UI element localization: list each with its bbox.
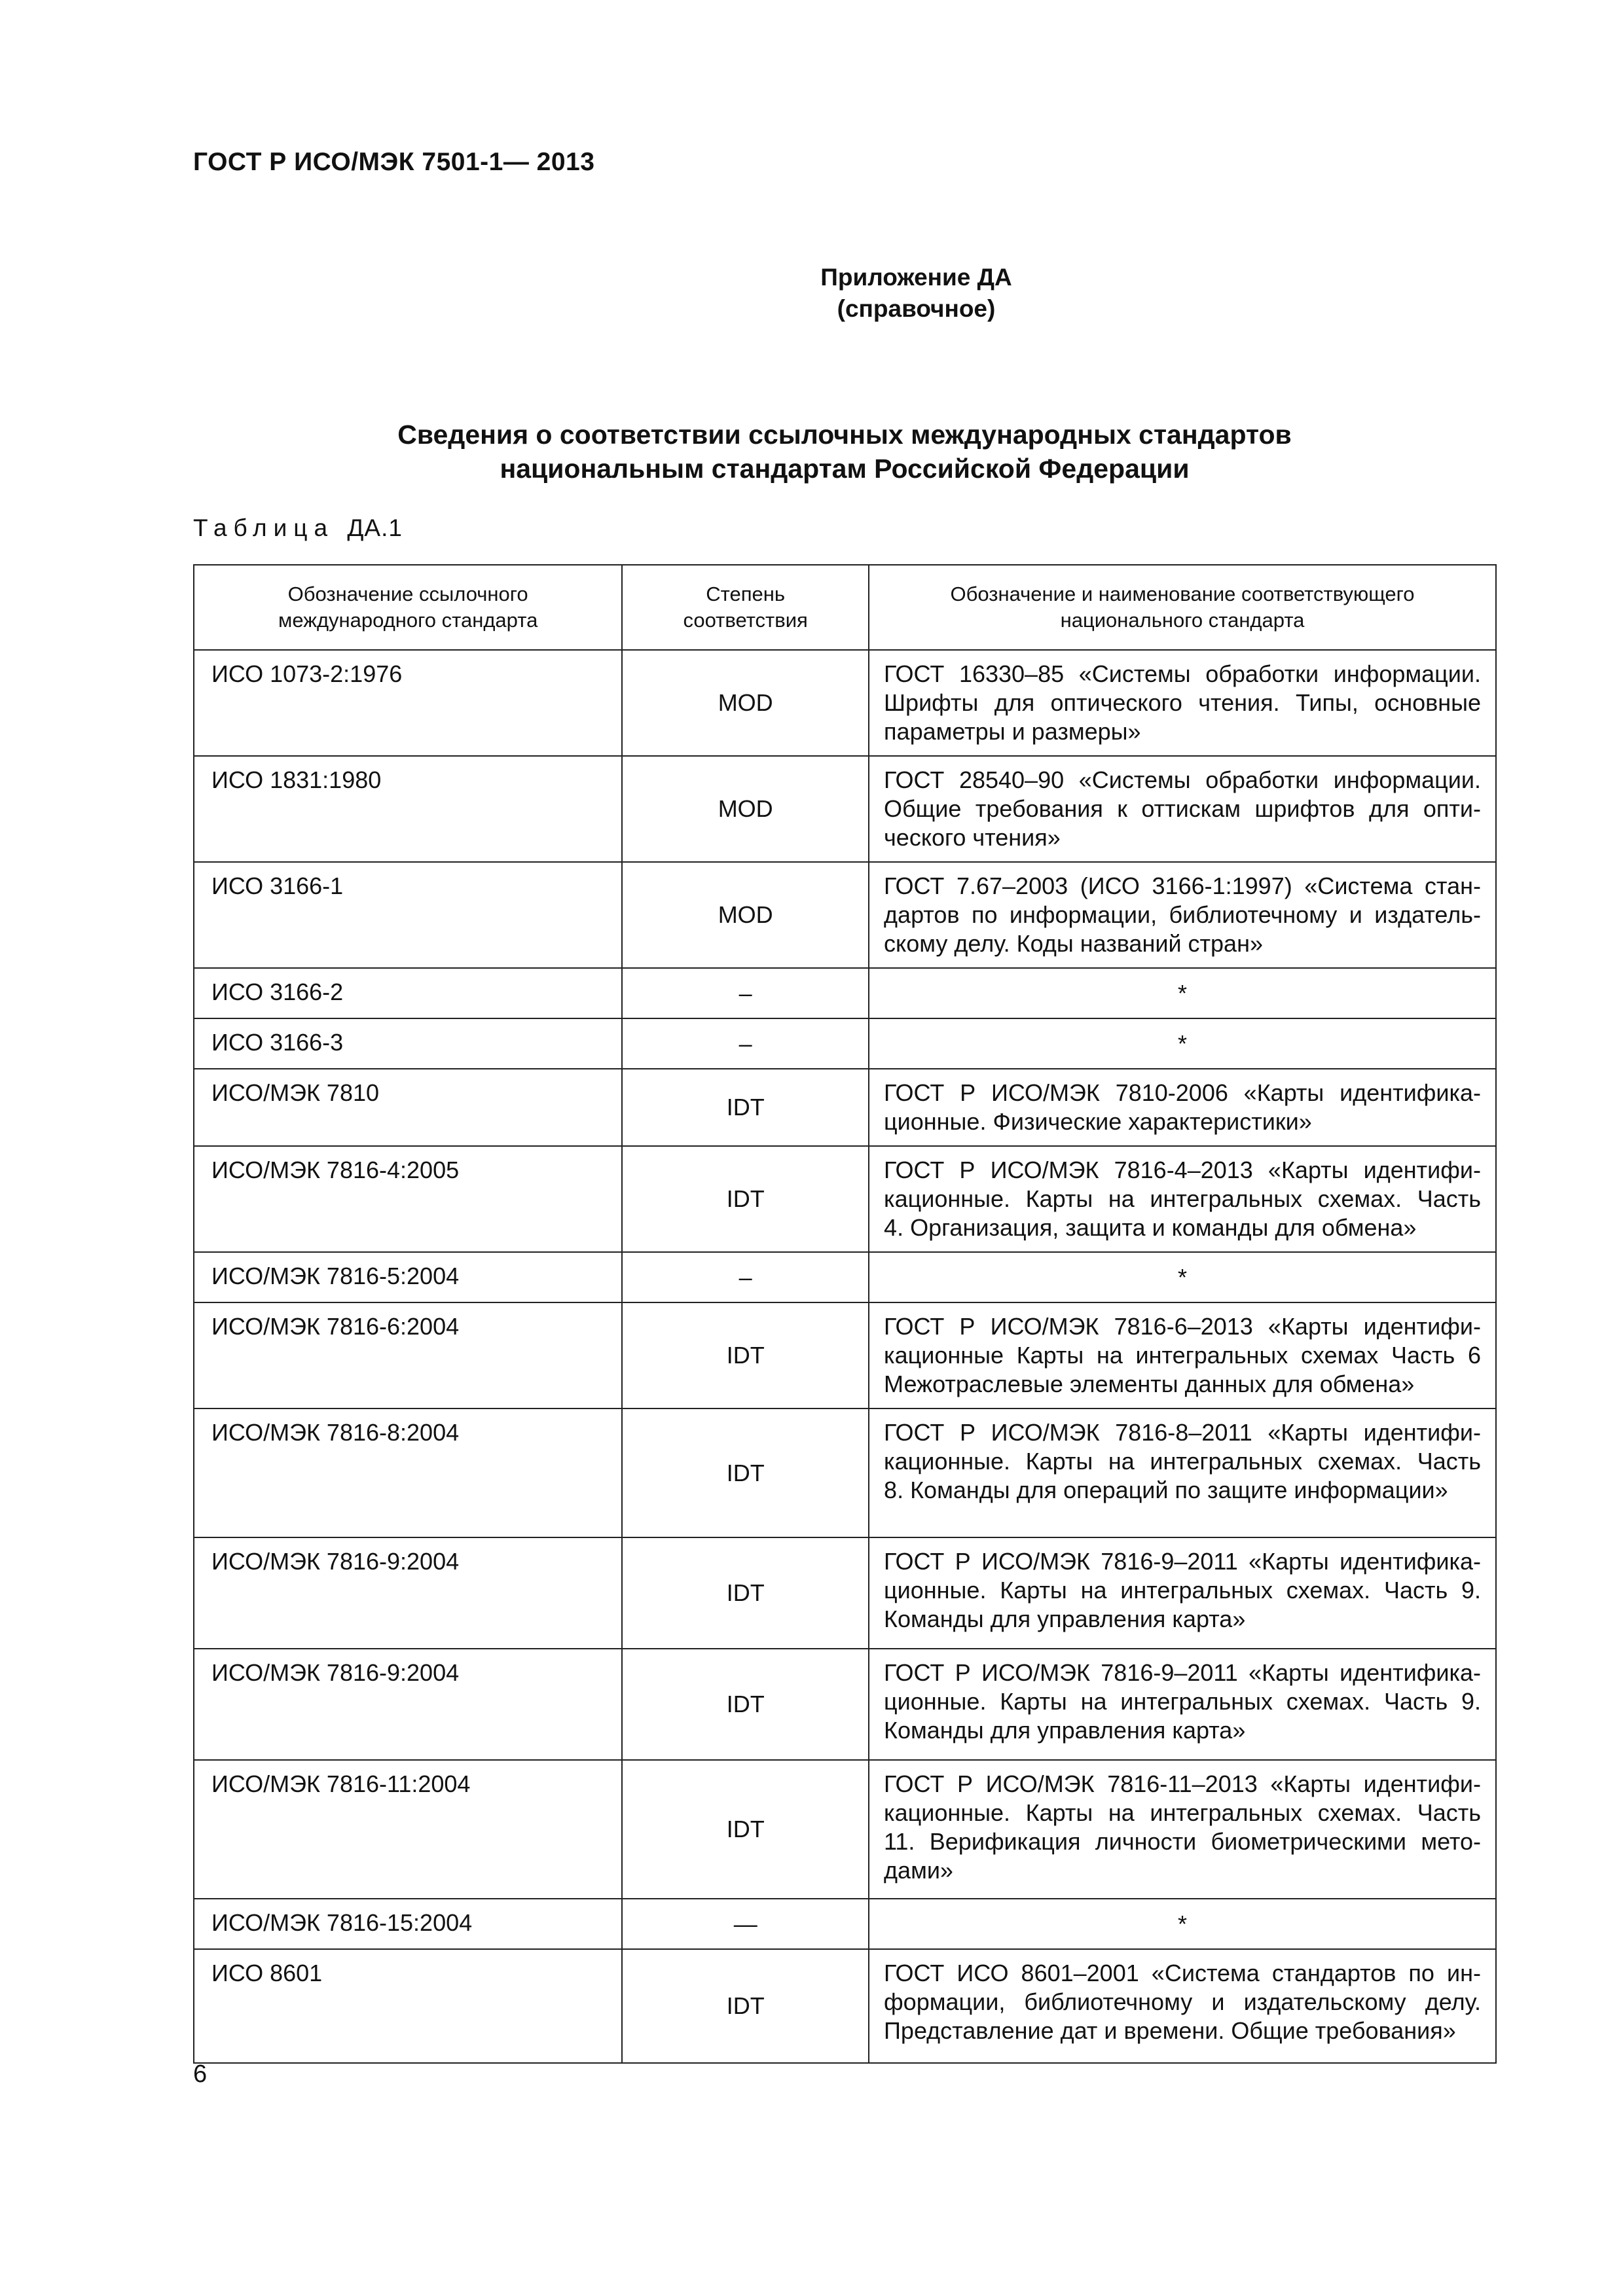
table-caption-word: Таблица <box>193 514 335 541</box>
degree-cell: MOD <box>622 650 869 756</box>
degree-cell: IDT <box>622 1302 869 1408</box>
appendix-title: Приложение ДА <box>820 264 1012 291</box>
national-standard-cell <box>869 1537 1496 1649</box>
national-standard-line: ГОСТ 7.67–2003 (ИСО 3166-1:1997) «Система стан- <box>884 872 1481 899</box>
national-standard-line: кационные. Карты на интегральных схемах. Часть <box>884 1799 1481 1826</box>
national-standard-line: Команды для управления карта» <box>884 1605 1246 1632</box>
national-standard-line: 4. Организация, защита и команды для обмена» <box>884 1214 1417 1241</box>
reference-standard-cell: ИСО 8601 <box>194 1949 622 2063</box>
national-standard-line: 11. Верификация личности биометрическими мето- <box>884 1828 1481 1855</box>
national-standard-line: формации, библиотечному и издательскому делу. <box>884 1988 1481 2015</box>
table-caption <box>193 514 403 542</box>
degree-cell: – <box>622 1018 869 1069</box>
section-title <box>193 418 1496 486</box>
national-standard-cell <box>869 968 1496 1018</box>
degree-cell: IDT <box>622 1649 869 1760</box>
page-number: 6 <box>193 2060 208 2088</box>
reference-standard-cell: ИСО/МЭК 7810 <box>194 1069 622 1146</box>
national-standard-cell <box>869 1649 1496 1760</box>
national-standard-line: ционные. Физические характеристики» <box>884 1108 1312 1135</box>
national-standard-line: Межотраслевые элементы данных для обмена» <box>884 1371 1415 1397</box>
national-standard-line: ГОСТ Р ИСО/МЭК 7816-11–2013 «Карты идентифи- <box>884 1770 1481 1797</box>
national-standard-line: ГОСТ Р ИСО/МЭК 7816-9–2011 «Карты идентифика- <box>884 1548 1481 1575</box>
table-row <box>194 1252 1496 1302</box>
table-row <box>194 1302 1496 1408</box>
reference-standard-cell: ИСО 1831:1980 <box>194 756 622 862</box>
national-standard-line: ГОСТ 28540–90 «Системы обработки информации. <box>884 766 1481 793</box>
national-standard-line: Шрифты для оптического чтения. Типы, основные <box>884 689 1481 716</box>
national-standard-line: ционные. Карты на интегральных схемах. Часть 9. <box>884 1577 1481 1604</box>
national-standard-line: ГОСТ Р ИСО/МЭК 7816-8–2011 «Карты идентифи- <box>884 1419 1481 1446</box>
national-standard-cell <box>869 1408 1496 1537</box>
national-standard-line: дартов по информации, библиотечному и издатель- <box>884 901 1481 928</box>
header-reference-standard: Обозначение ссылочного международного стандарта <box>194 565 622 650</box>
table-row <box>194 756 1496 862</box>
national-standard-line: * <box>1178 1910 1188 1937</box>
reference-standard-cell: ИСО 3166-1 <box>194 862 622 968</box>
table-row <box>194 1537 1496 1649</box>
reference-standard-cell: ИСО/МЭК 7816-8:2004 <box>194 1408 622 1537</box>
national-standard-cell <box>869 650 1496 756</box>
national-standard-cell <box>869 1018 1496 1069</box>
national-standard-line: ГОСТ Р ИСО/МЭК 7816-6–2013 «Карты идентифи- <box>884 1313 1481 1340</box>
national-standard-line: параметры и размеры» <box>884 718 1141 745</box>
degree-cell: IDT <box>622 1069 869 1146</box>
document-code: ГОСТ Р ИСО/МЭК 7501-1— 2013 <box>193 148 595 176</box>
national-standard-line: Общие требования к оттискам шрифтов для опти- <box>884 795 1481 822</box>
reference-standard-cell: ИСО/МЭК 7816-4:2005 <box>194 1146 622 1252</box>
national-standard-cell <box>869 1899 1496 1949</box>
table-row <box>194 1899 1496 1949</box>
appendix-heading <box>0 262 1623 325</box>
section-title-line-1: Сведения о соответствии ссылочных международных стандартов <box>397 420 1292 450</box>
national-standard-line: Представление дат и времени. Общие требования» <box>884 2017 1456 2044</box>
degree-cell: IDT <box>622 1949 869 2063</box>
table-row <box>194 1408 1496 1537</box>
national-standard-cell <box>869 1302 1496 1408</box>
national-standard-line: кационные Карты на интегральных схемах Часть 6 <box>884 1342 1481 1369</box>
table-row <box>194 862 1496 968</box>
national-standard-line: кационные. Карты на интегральных схемах. Часть <box>884 1185 1481 1212</box>
reference-standard-cell: ИСО 3166-2 <box>194 968 622 1018</box>
degree-cell: IDT <box>622 1760 869 1899</box>
table-row <box>194 1949 1496 2063</box>
national-standard-cell <box>869 756 1496 862</box>
national-standard-line: ГОСТ 16330–85 «Системы обработки информации. <box>884 660 1481 687</box>
national-standard-line: ГОСТ Р ИСО/МЭК 7810-2006 «Карты идентифика- <box>884 1079 1481 1106</box>
national-standard-line: ческого чтения» <box>884 824 1061 851</box>
degree-cell: MOD <box>622 862 869 968</box>
table-row <box>194 1146 1496 1252</box>
national-standard-cell <box>869 1760 1496 1899</box>
table-caption-number: ДА.1 <box>347 514 403 541</box>
national-standard-line: * <box>1178 1030 1188 1057</box>
reference-standard-cell: ИСО 1073-2:1976 <box>194 650 622 756</box>
national-standard-line: ГОСТ Р ИСО/МЭК 7816-9–2011 «Карты идентифика- <box>884 1659 1481 1686</box>
degree-cell: IDT <box>622 1537 869 1649</box>
reference-standard-cell: ИСО/МЭК 7816-15:2004 <box>194 1899 622 1949</box>
table-body <box>194 650 1496 2063</box>
national-standard-line: * <box>1178 979 1188 1007</box>
national-standard-cell <box>869 1949 1496 2063</box>
appendix-subtitle: (справочное) <box>837 295 996 322</box>
table-row <box>194 1018 1496 1069</box>
degree-cell: IDT <box>622 1408 869 1537</box>
correspondence-table <box>193 564 1497 2064</box>
table-row <box>194 1069 1496 1146</box>
national-standard-line: ГОСТ Р ИСО/МЭК 7816-4–2013 «Карты идентифи- <box>884 1157 1481 1183</box>
degree-cell: MOD <box>622 756 869 862</box>
table-row <box>194 968 1496 1018</box>
reference-standard-cell: ИСО/МЭК 7816-9:2004 <box>194 1649 622 1760</box>
header-national-standard: Обозначение и наименование соответствующего национального стандарта <box>869 565 1496 650</box>
reference-standard-cell: ИСО/МЭК 7816-11:2004 <box>194 1760 622 1899</box>
national-standard-line: Команды для управления карта» <box>884 1717 1246 1744</box>
national-standard-line: скому делу. Коды названий стран» <box>884 930 1263 957</box>
degree-cell: IDT <box>622 1146 869 1252</box>
national-standard-line: дами» <box>884 1857 953 1884</box>
table-header-row <box>194 565 1496 650</box>
reference-standard-cell: ИСО/МЭК 7816-9:2004 <box>194 1537 622 1649</box>
national-standard-line: ционные. Карты на интегральных схемах. Часть 9. <box>884 1688 1481 1715</box>
national-standard-line: ГОСТ ИСО 8601–2001 «Система стандартов по ин- <box>884 1960 1481 1986</box>
national-standard-cell <box>869 1146 1496 1252</box>
reference-standard-cell: ИСО/МЭК 7816-6:2004 <box>194 1302 622 1408</box>
reference-standard-cell: ИСО 3166-3 <box>194 1018 622 1069</box>
section-title-line-2: национальным стандартам Российской Федерации <box>500 454 1190 484</box>
degree-cell: – <box>622 1252 869 1302</box>
national-standard-line: кационные. Карты на интегральных схемах. Часть <box>884 1448 1481 1475</box>
national-standard-cell <box>869 862 1496 968</box>
table-row <box>194 1760 1496 1899</box>
table-row <box>194 1649 1496 1760</box>
national-standard-cell <box>869 1069 1496 1146</box>
reference-standard-cell: ИСО/МЭК 7816-5:2004 <box>194 1252 622 1302</box>
degree-cell: – <box>622 968 869 1018</box>
table-row <box>194 650 1496 756</box>
national-standard-line: 8. Команды для операций по защите информации» <box>884 1477 1448 1503</box>
national-standard-cell <box>869 1252 1496 1302</box>
degree-cell: — <box>622 1899 869 1949</box>
national-standard-line: * <box>1178 1263 1188 1291</box>
header-degree: Степень соответствия <box>622 565 869 650</box>
